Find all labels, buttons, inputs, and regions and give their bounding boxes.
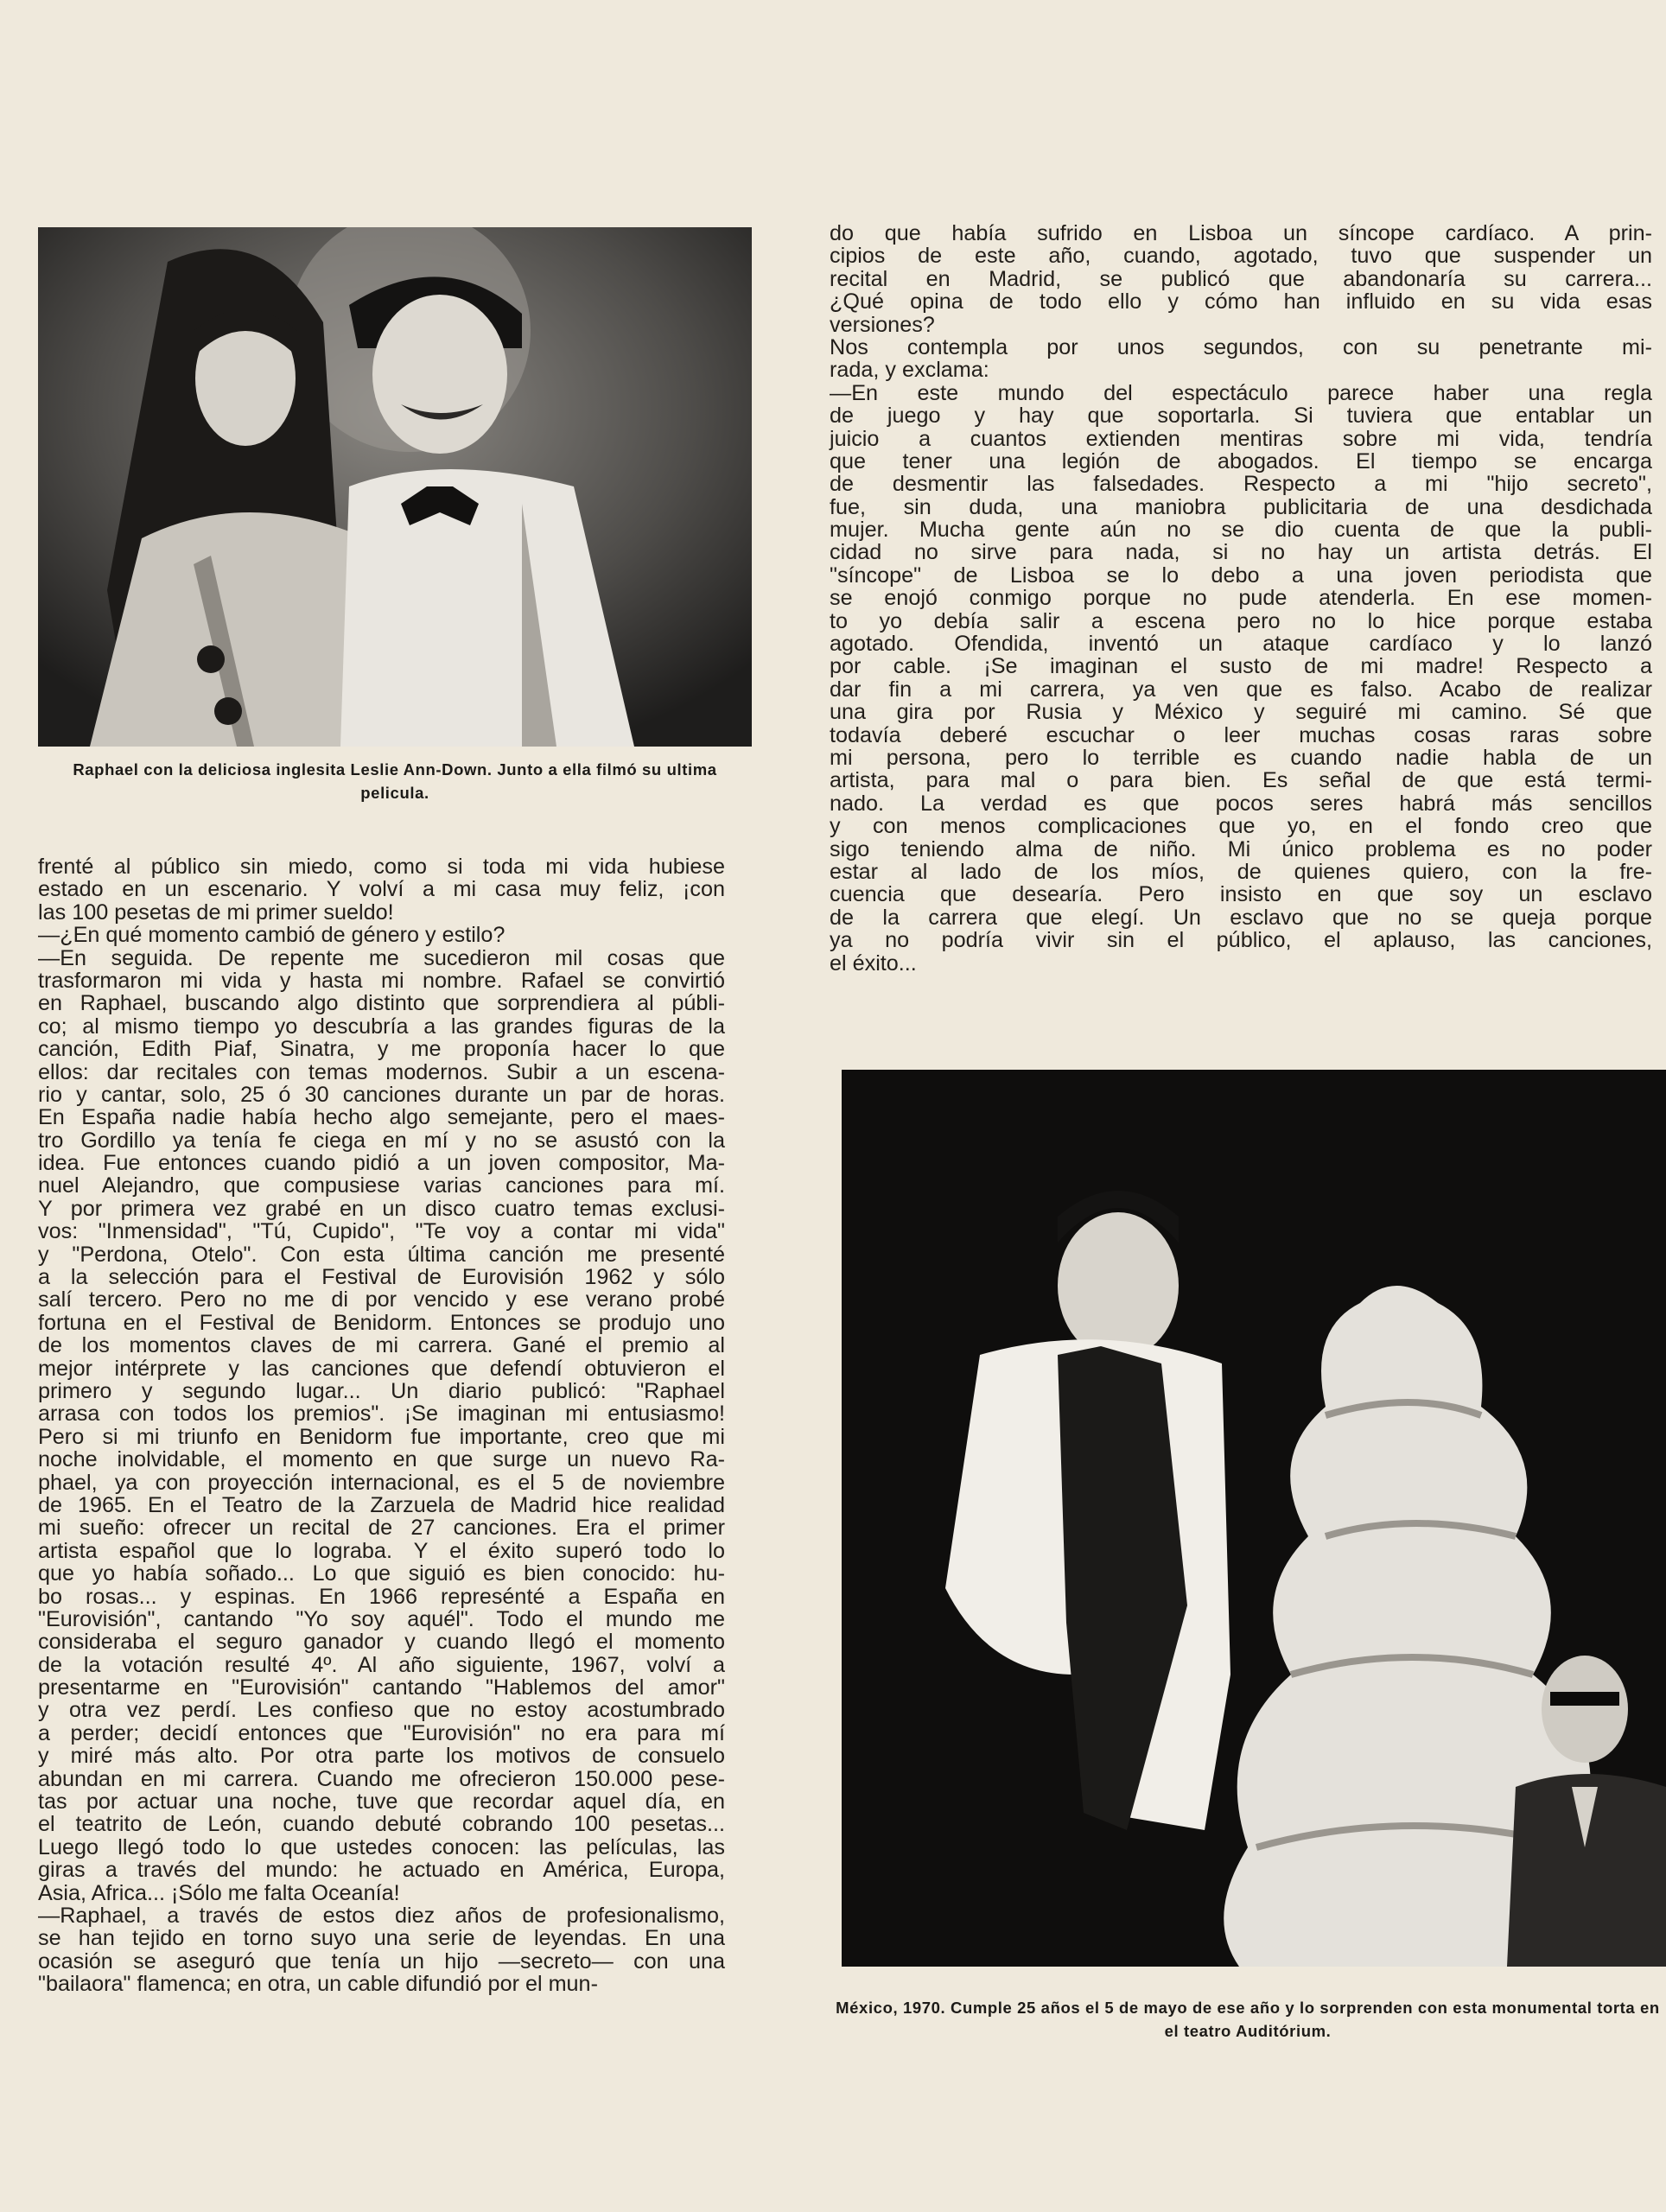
right-column-line: mi persona, pero lo terrible es cuando nadie habla de un [830, 745, 1652, 770]
left-column-line: arrasa con todos los premios". ¡Se imaginan mi entusiasmo! [38, 1402, 725, 1427]
right-column-line: recital en Madrid, se publicó que abandonaría su carrera... [830, 266, 1652, 291]
left-column-line: idea. Fue entonces cuando pidió a un joven compositor, Ma- [38, 1151, 725, 1176]
right-column-line: artista, para mal o para bien. Es señal de que está termi- [830, 768, 1652, 793]
left-column-line: y miré más alto. Por otra parte los motivos de consuelo [38, 1744, 725, 1769]
right-column-line: ya no podría vivir sin el público, el aplauso, las canciones, [830, 928, 1652, 953]
right-column-line: sigo teniendo alma de niño. Mi único problema es no poder [830, 836, 1652, 861]
left-column-line: noche inolvidable, el momento en que surge un nuevo Ra- [38, 1447, 725, 1472]
right-column-line: estar al lado de los míos, de quienes quiero, con la fre- [830, 859, 1652, 884]
left-column-line: vos: "Inmensidad", "Tú, Cupido", "Te voy a contar mi vida" [38, 1219, 725, 1244]
mexico-cake-photo [842, 1070, 1666, 1967]
right-column-line: fue, sin duda, una maniobra publicitaria de una desdichada [830, 494, 1652, 519]
left-column-line: de los momentos claves de mi carrera. Gané el premio al [38, 1333, 725, 1358]
left-column-line: mejor intérprete y las canciones que defendí obtuvieron el [38, 1356, 725, 1381]
right-column-line: to yo debía salir a escena pero no lo hice porque estaba [830, 608, 1652, 633]
article-column-right [830, 222, 1652, 975]
right-column-line: por cable. ¡Se imaginan el susto de mi madre! Respecto a [830, 654, 1652, 679]
left-column-line: En España nadie había hecho algo semejante, pero el maes- [38, 1105, 725, 1130]
right-column-line: rada, y exclama: [830, 358, 989, 383]
right-column-line: Nos contempla por unos segundos, con su penetrante mi- [830, 334, 1652, 359]
left-column-line: tas por actuar una noche, tuve que recordar aquel día, en [38, 1789, 725, 1815]
photo-caption-1: Raphael con la deliciosa inglesita Leslie Ann-Down. Junto a ella filmó su ultima pelicula. [73, 760, 717, 802]
left-column-line: bo rosas... y espinas. En 1966 represénté a España en [38, 1584, 725, 1609]
left-column-line: primero y segundo lugar... Un diario publicó: "Raphael [38, 1378, 725, 1403]
raphael-leslie-photo [38, 227, 752, 747]
left-column-line: rio y cantar, solo, 25 ó 30 canciones durante un par de horas. [38, 1082, 725, 1107]
left-column-line: fortuna en el Festival de Benidorm. Entonces se produjo uno [38, 1310, 725, 1335]
right-column-line: de desmentir las falsedades. Respecto a mi "hijo secreto", [830, 472, 1652, 497]
left-column-line: nuel Alejandro, que compusiese varias canciones para mí. [38, 1173, 725, 1198]
right-column-line: de la carrera que elegí. Un esclavo que no se queja porque [830, 905, 1652, 930]
right-column-line: versiones? [830, 312, 935, 337]
right-column-line: ¿Qué opina de todo ello y cómo han influido en su vida esas [830, 289, 1652, 315]
right-column-line: una gira por Rusia y México y seguiré mi camino. Sé que [830, 700, 1652, 725]
left-column-line: artista español que lo lograba. Y el éxito superó todo lo [38, 1538, 725, 1563]
right-column-line: juicio a cuantos extienden mentiras sobre mi vida, tendría [830, 426, 1652, 451]
right-column-line: —En este mundo del espectáculo parece haber una regla [830, 380, 1652, 405]
right-column-line: dar fin a mi carrera, ya ven que es falso. Acabo de realizar [830, 677, 1652, 702]
left-column-line: que yo había soñado... Lo que siguió es bien conocido: hu- [38, 1561, 725, 1586]
right-column-line: se enojó conmigo porque no pude atenderla. En ese momen- [830, 586, 1652, 611]
left-column-line: salí tercero. Pero no me di por vencido y ese verano probé [38, 1287, 725, 1313]
left-column-line: a perder; decidí entonces que "Eurovisión" no era para mí [38, 1720, 725, 1745]
left-column-line: —¿En qué momento cambió de género y estilo? [38, 923, 506, 948]
left-column-line: frenté al público sin miedo, como si toda mi vida hubiese [38, 855, 725, 879]
left-column-line: —Raphael, a través de estos diez años de profesionalismo, [38, 1903, 725, 1928]
left-column-line: Y por primera vez grabé en un disco cuatro temas exclusi- [38, 1196, 725, 1221]
left-column-line: y "Perdona, Otelo". Con esta última canción me presenté [38, 1242, 725, 1267]
left-column-line: consideraba el seguro ganador y cuando llegó el momento [38, 1630, 725, 1655]
right-column-line: todavía deberé escuchar o leer muchas cosas raras sobre [830, 722, 1652, 747]
left-column-line: las 100 pesetas de mi primer sueldo! [38, 899, 394, 925]
left-column-line: canción, Edith Piaf, Sinatra, y me proponía hacer lo que [38, 1037, 725, 1062]
left-column-line: a la selección para el Festival de Eurovisión 1962 y sólo [38, 1265, 725, 1290]
left-column-line: ellos: dar recitales con temas modernos. Subir a un escena- [38, 1059, 725, 1084]
left-column-line: de la votación resulté 4º. Al año siguiente, 1967, volví a [38, 1652, 725, 1677]
left-column-line: "bailaora" flamenca; en otra, un cable difundió por el mun- [38, 1972, 598, 1997]
right-column-line: do que había sufrido en Lisboa un síncope cardíaco. A prin- [830, 221, 1652, 245]
right-column-line: mujer. Mucha gente aún no se dio cuenta de que la publi- [830, 518, 1652, 543]
left-column-line: giras a través del mundo: he actuado en América, Europa, [38, 1858, 725, 1883]
right-column-line: cipios de este año, cuando, agotado, tuvo que suspender un [830, 244, 1652, 269]
right-column-line: de juego y hay que soportarla. Si tuviera que entablar un [830, 404, 1652, 429]
article-column-left [38, 855, 725, 1996]
right-column-line: que tener una legión de abogados. El tiempo se encarga [830, 448, 1652, 474]
left-column-line: phael, ya con proyección internacional, es el 5 de noviembre [38, 1470, 725, 1495]
left-column-line: Asia, Africa... ¡Sólo me falta Oceanía! [38, 1880, 400, 1905]
left-column-line: tro Gordillo ya tenía fe ciega en mí y no se asustó con la [38, 1128, 725, 1153]
left-column-line: y otra vez perdí. Les confieso que no estoy acostumbrado [38, 1698, 725, 1723]
right-column-line: agotado. Ofendida, inventó un ataque cardíaco y lo lanzó [830, 632, 1652, 657]
right-column-line: cidad no sirve para nada, si no hay un artista detrás. El [830, 540, 1652, 565]
left-column-line: Luego llegó todo lo que ustedes conocen: las películas, las [38, 1834, 725, 1859]
left-column-line: presentarme en "Eurovisión" cantando "Hablemos del amor" [38, 1675, 725, 1700]
left-column-line: estado en un escenario. Y volví a mi casa muy feliz, ¡con [38, 877, 725, 902]
left-column-line: trasformaron mi vida y hasta mi nombre. Rafael se convirtió [38, 968, 725, 993]
photo-caption-2: México, 1970. Cumple 25 años el 5 de mayo de ese año y lo sorprenden con esta monumental torta en el teatro Auditórium. [836, 1999, 1660, 2040]
left-column-line: el teatrito de León, cuando debuté cobrando 100 pesetas... [38, 1812, 725, 1837]
right-column-line: cuencia que desearía. Pero insisto en que soy un esclavo [830, 882, 1652, 907]
left-column-line: "Eurovisión", cantando "Yo soy aquél". Todo el mundo me [38, 1606, 725, 1631]
left-column-line: abundan en mi carrera. Cuando me ofrecieron 150.000 pese- [38, 1766, 725, 1791]
left-column-line: Pero si mi triunfo en Benidorm fue importante, creo que mi [38, 1424, 725, 1449]
left-column-line: en Raphael, buscando algo distinto que sorprendiera al públi- [38, 991, 725, 1016]
left-column-line: ocasión se aseguró que tenía un hijo —secreto— con una [38, 1948, 725, 1974]
photo-illustration [842, 1070, 1666, 1967]
photo-illustration [38, 227, 752, 747]
left-column-line: co; al mismo tiempo yo descubría a las grandes figuras de la [38, 1014, 725, 1039]
right-column-line: nado. La verdad es que pocos seres habrá más sencillos [830, 791, 1652, 816]
left-column-line: se han tejido en torno suyo una serie de leyendas. En una [38, 1926, 725, 1951]
right-column-line: "síncope" de Lisboa se lo debo a una joven periodista que [830, 563, 1652, 588]
left-column-line: —En seguida. De repente me sucedieron mil cosas que [38, 945, 725, 970]
left-column-line: de 1965. En el Teatro de la Zarzuela de Madrid hice realidad [38, 1492, 725, 1517]
right-column-line: y con menos complicaciones que yo, en el fondo creo que [830, 814, 1652, 839]
left-column-line: mi sueño: ofrecer un recital de 27 canciones. Era el primer [38, 1516, 725, 1541]
right-column-line: el éxito... [830, 950, 917, 976]
